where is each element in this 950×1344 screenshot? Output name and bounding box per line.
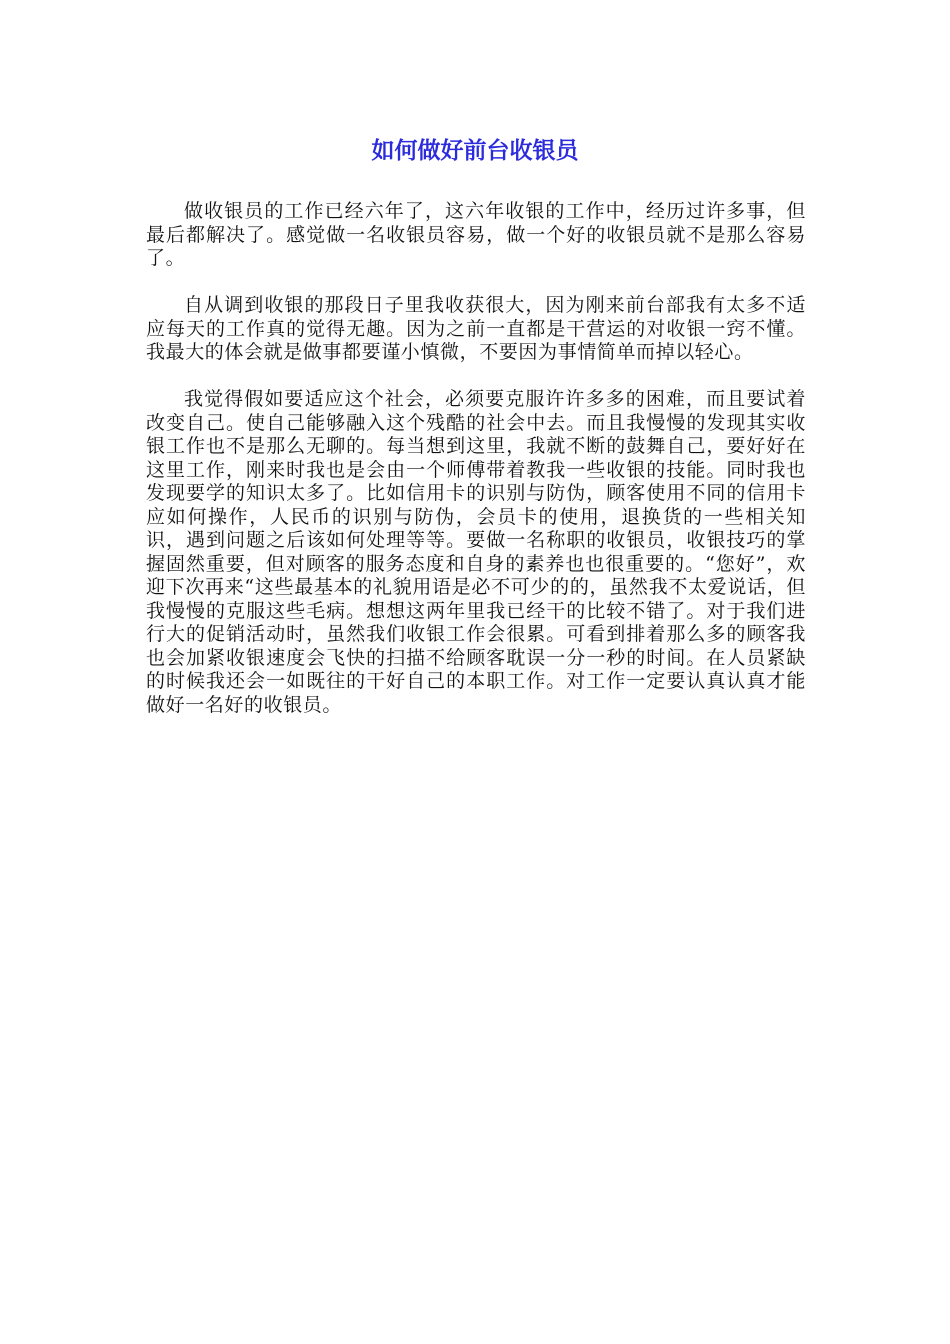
paragraph-3: 我觉得假如要适应这个社会，必须要克服许许多多的困难，而且要试着改变自己。使自己能够融入这个残酷的社会中去。而且我慢慢的发现其实收银工作也不是那么无聊的。每当想到这里，我就不断的鼓舞自己，要好好在这里工作，刚来时我也是会由一个师傅带着教我一些收银的技能。同时我也发现要学的知识太多了。比如信用卡的识别与防伪，顾客使用不同的信用卡应如何操作，人民币的识别与防伪，会员卡的使用，退换货的一些相关知识，遇到问题之后该如何处理等等。要做一名称职的收银员，收银技巧的掌握固然重要，但对顾客的服务态度和自身的素养也也很重要的。“您好”，欢迎下次再来“这些最基本的礼貌用语是必不可少的的，虽然我不太爱说话，但我慢慢的克服这些毛病。想想这两年里我已经干的比较不错了。对于我们进行大的促销活动时，虽然我们收银工作会很累。可看到排着那么多的顾客我也会加紧收银速度会飞快的扫描不给顾客耽误一分一秒的时间。在人员紧缺的时候我还会一如既往的干好自己的本职工作。对工作一定要认真认真才能做好一名好的收银员。 xyxy=(146,388,806,716)
paragraph-2: 自从调到收银的那段日子里我收获很大，因为刚来前台部我有太多不适应每天的工作真的觉得无趣。因为之前一直都是干营运的对收银一窍不懂。我最大的体会就是做事都要谨小慎微，不要因为事情简单而掉以轻心。 xyxy=(146,294,806,363)
document-body xyxy=(146,200,806,717)
document-title: 如何做好前台收银员 xyxy=(371,138,579,164)
paragraph-1: 做收银员的工作已经六年了，这六年收银的工作中，经历过许多事，但最后都解决了。感觉做一名收银员容易，做一个好的收银员就不是那么容易了。 xyxy=(146,200,806,269)
